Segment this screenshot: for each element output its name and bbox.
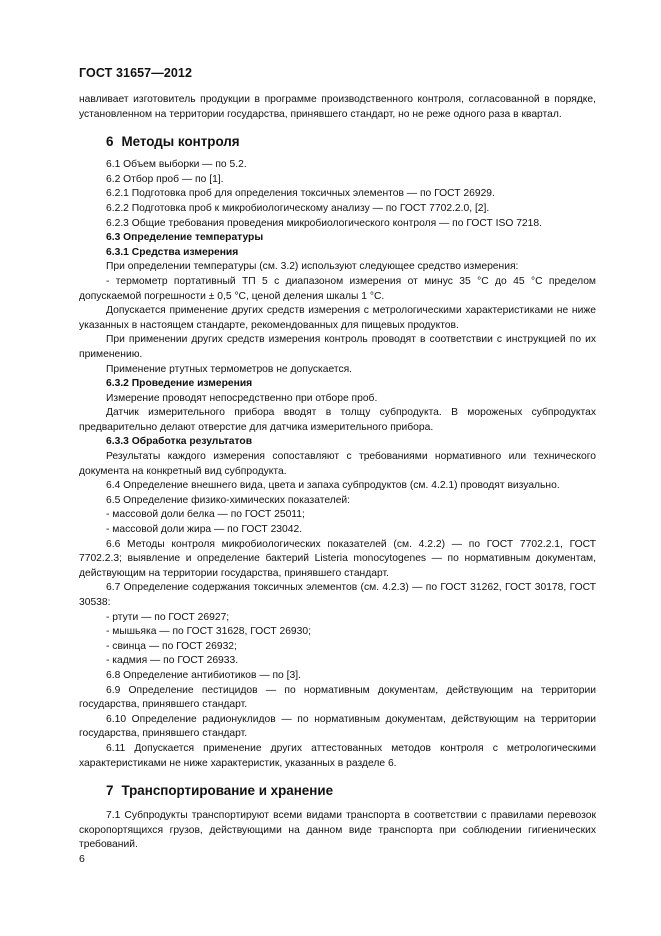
list-item: - мышьяка — по ГОСТ 31628, ГОСТ 26930; [106, 626, 311, 638]
paragraph: 6.8 Определение антибиотиков — по [3]. [106, 669, 301, 681]
paragraph: 7.1 Субпродукты транспортируют всеми видами транспорта в соответствии с правилами перевозок скоропортящихся грузов, действующими на данном виде транспорта при соблюдении гигиенических требований. [79, 810, 596, 851]
paragraph: 6.7 Определение содержания токсичных элементов (см. 4.2.3) — по ГОСТ 31262, ГОСТ 30178, ГОСТ 30538: [79, 582, 596, 608]
paragraph: При применении других средств измерения контроль проводят в соответствии с инструкцией по их применению. [79, 334, 596, 360]
intro-paragraph: навливает изготовитель продукции в программе производственного контроля, согласованной в порядке, установленном на территории государства, принявшего стандарт, но не реже одного раза в квартал. [79, 94, 596, 120]
paragraph: 6.6 Методы контроля микробиологических показателей (см. 4.2.2) — по ГОСТ 7702.2.1, ГОСТ 7702.2.3; выявление и определение бактерий Listeria monocytogenes — по нормативным документам, действующим на территории государства, принявшего стандарт. [79, 538, 596, 579]
subheading-6-3: 6.3 Определение температуры [106, 232, 264, 244]
item-6-2-3: 6.2.3 Общие требования проведения микробиологического контроля — по ГОСТ ISO 7218. [106, 217, 542, 229]
list-item: - свинца — по ГОСТ 26932; [106, 640, 237, 652]
list-item: - ртути — по ГОСТ 26927; [106, 611, 230, 623]
paragraph: 6.11 Допускается применение других аттестованных методов контроля с метрологическими характеристиками не ниже характеристик, указанных в разделе 6. [79, 742, 596, 769]
list-item: - массовой доли белка — по ГОСТ 25011; [106, 509, 305, 521]
list-item: - термометр портативный ТП 5 с диапазоном измерения от минус 35 °С до 45 °С пределом допускаемой погрешности ± 0,5 °С, ценой деления шкалы 1 °С. [79, 275, 596, 302]
paragraph: При определении температуры (см. 3.2) используют следующее средство измерения: [106, 261, 519, 273]
document-header: ГОСТ 31657—2012 [79, 66, 193, 80]
section-6-number: 6 [106, 134, 114, 150]
subheading-6-3-3: 6.3.3 Обработка результатов [106, 436, 253, 448]
paragraph: Измерение проводят непосредственно при отборе проб. [106, 392, 378, 404]
paragraph: 6.9 Определение пестицидов — по нормативным документам, действующим на территории государства, принявшего стандарт. [79, 684, 596, 711]
section-6-heading [79, 133, 596, 151]
paragraph: Допускается применение других средств измерения с метрологическими характеристиками не ниже указанных в настоящем стандарте, рекомендованных для пищевых продуктов. [79, 305, 596, 331]
item-6-2: 6.2 Отбор проб — по [1]. [106, 173, 224, 185]
section-7-heading [79, 782, 596, 800]
paragraph: 6.4 Определение внешнего вида, цвета и запаха субпродуктов (см. 4.2.1) проводят визуально. [106, 480, 560, 492]
subheading-6-3-2: 6.3.2 Проведение измерения [106, 378, 253, 390]
section-7-title: Транспортирование и хранение [121, 783, 334, 799]
section-7-number: 7 [106, 783, 114, 799]
section-6-title: Методы контроля [121, 134, 240, 150]
page-content [79, 93, 596, 853]
list-item: - массовой доли жира — по ГОСТ 23042. [106, 524, 303, 536]
subheading-6-3-1: 6.3.1 Средства измерения [106, 246, 239, 258]
list-item: - кадмия — по ГОСТ 26933. [106, 655, 239, 667]
item-6-1: 6.1 Объем выборки — по 5.2. [106, 159, 247, 171]
paragraph: 6.5 Определение физико-химических показателей: [106, 494, 351, 506]
page-number: 6 [79, 853, 85, 865]
item-6-2-2: 6.2.2 Подготовка проб к микробиологическому анализу — по ГОСТ 7702.2.0, [2]. [106, 202, 490, 214]
paragraph: 6.10 Определение радионуклидов — по нормативным документам, действующим на территории государства, принявшего стандарт. [79, 713, 596, 740]
item-6-2-1: 6.2.1 Подготовка проб для определения токсичных элементов — по ГОСТ 26929. [106, 188, 495, 200]
paragraph: Применение ртутных термометров не допускается. [106, 363, 353, 375]
paragraph: Датчик измерительного прибора вводят в толщу субпродукта. В мороженых субпродуктах предварительно делают отверстие для датчика измерительного прибора. [79, 407, 596, 433]
paragraph: Результаты каждого измерения сопоставляют с требованиями нормативного или технического документа на конкретный вид субпродукта. [79, 451, 596, 477]
